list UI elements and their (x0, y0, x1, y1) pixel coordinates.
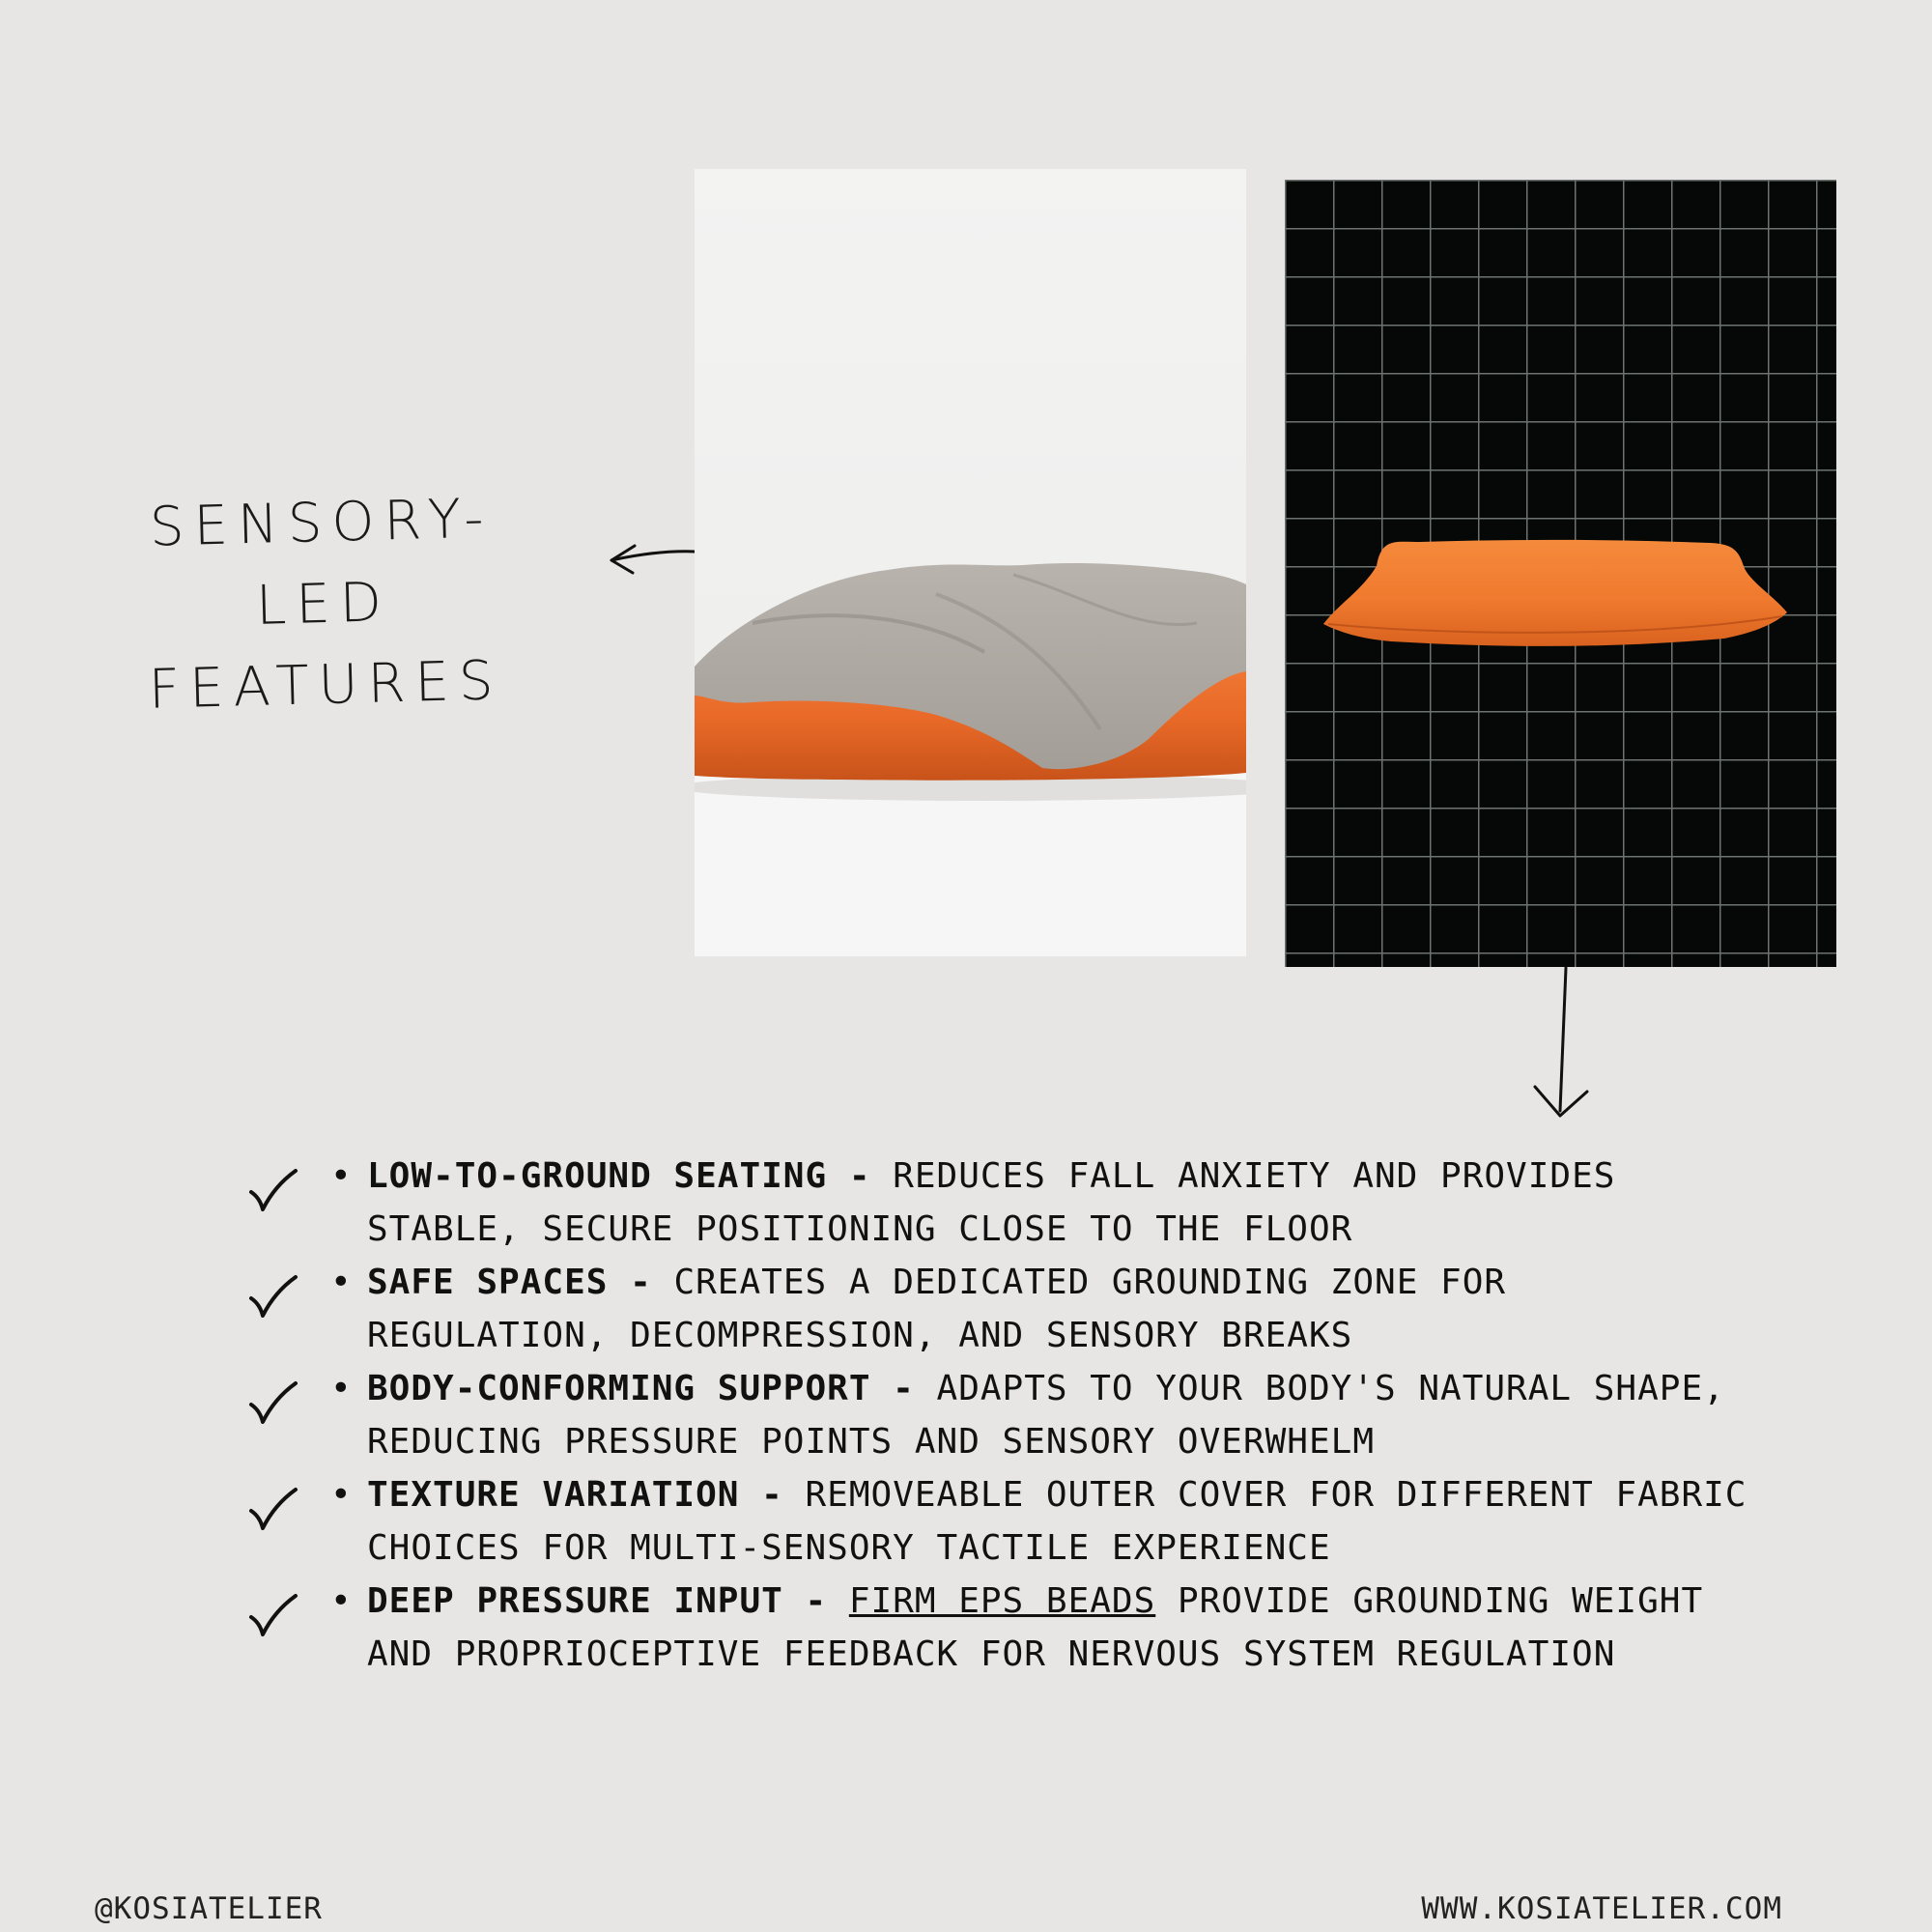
feature-separator: - (739, 1475, 806, 1515)
feature-text: CREATES A DEDICATED GROUNDING ZONE FOR REGULATION, DECOMPRESSION, AND SENSORY BREAKS (367, 1263, 1507, 1355)
feature-title: BODY-CONFORMING SUPPORT (367, 1369, 871, 1408)
feature-title: LOW-TO-GROUND SEATING (367, 1156, 828, 1196)
feature-list (242, 1150, 1748, 1681)
feature-separator: - (827, 1156, 894, 1196)
feature-item (242, 1575, 1748, 1681)
bullet-icon: • (330, 1156, 353, 1196)
website-link[interactable]: WWW.KOSIATELIER.COM (1421, 1891, 1782, 1926)
heading-line-2: FEATURES (148, 649, 504, 722)
feature-item (242, 1256, 1748, 1362)
checkmark-icon (247, 1592, 299, 1638)
feature-title: SAFE SPACES (367, 1263, 609, 1302)
section-heading (89, 477, 558, 732)
arrow-left-icon (604, 536, 700, 584)
feature-separator: - (782, 1581, 849, 1621)
checkmark-icon (247, 1273, 299, 1320)
bullet-icon: • (330, 1263, 353, 1302)
feature-title: DEEP PRESSURE INPUT (367, 1581, 783, 1621)
checkmark-icon (247, 1486, 299, 1532)
feature-item (242, 1362, 1748, 1468)
arrow-down-icon (1531, 966, 1589, 1121)
cushion-with-blanket-photo (695, 169, 1246, 956)
feature-separator: - (608, 1263, 674, 1302)
bullet-icon: • (330, 1475, 353, 1515)
bullet-icon: • (330, 1369, 353, 1408)
feature-text: REDUCES FALL ANXIETY AND PROVIDES STABLE, SECURE POSITIONING CLOSE TO THE FLOOR (367, 1156, 1616, 1249)
eps-beads-link[interactable]: FIRM EPS BEADS (848, 1581, 1156, 1621)
cushion-on-grid-photo (1285, 180, 1836, 967)
checkmark-icon (247, 1167, 299, 1213)
feature-item (242, 1150, 1748, 1256)
feature-separator: - (870, 1369, 937, 1408)
feature-text: REMOVEABLE OUTER COVER FOR DIFFERENT FABRIC CHOICES FOR MULTI-SENSORY TACTILE EXPERIENCE (367, 1475, 1747, 1568)
bullet-icon: • (330, 1581, 353, 1621)
heading-line-1: SENSORY-LED (149, 487, 495, 638)
social-handle: @KOSIATELIER (95, 1891, 323, 1926)
feature-text: ADAPTS TO YOUR BODY'S NATURAL SHAPE, REDUCING PRESSURE POINTS AND SENSORY OVERWHELM (367, 1369, 1725, 1462)
feature-text: PROVIDE GROUNDING WEIGHT AND PROPRIOCEPTIVE FEEDBACK FOR NERVOUS SYSTEM REGULATION (367, 1581, 1704, 1674)
feature-title: TEXTURE VARIATION (367, 1475, 740, 1515)
feature-item (242, 1468, 1748, 1575)
checkmark-icon (247, 1379, 299, 1426)
